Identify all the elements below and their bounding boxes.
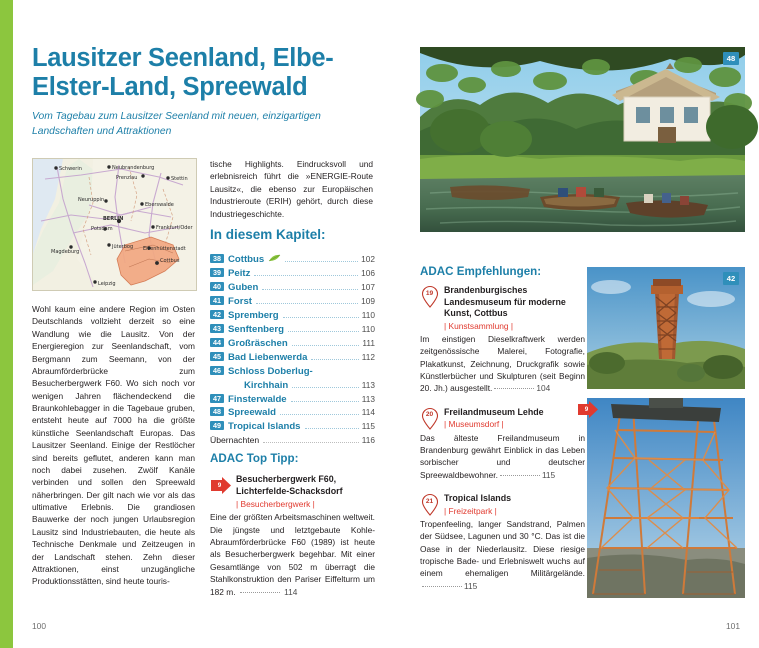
leader-dots bbox=[292, 344, 360, 346]
lookout-tower-photo bbox=[587, 267, 745, 389]
toc-entry-label: Spremberg bbox=[228, 309, 279, 321]
toc-entry-number: 41 bbox=[210, 296, 224, 305]
leader-dots bbox=[240, 591, 280, 593]
toc-entry-label: Guben bbox=[228, 281, 259, 293]
recommendation-description-text: Im einstigen Dieselkraftwerk werden zeitgenössische Malerei, Fotografie, Plakatkunst, Zeichnung, Druckgrafik sowie Künstlerbücher und Skulpturen (seit Beginn 20. Jh.) ausgestellt. bbox=[420, 333, 585, 394]
toc-entry-page: 113 bbox=[361, 393, 375, 404]
toc-entry[interactable] bbox=[210, 351, 375, 365]
toc-entry-label: Peitz bbox=[228, 267, 251, 279]
table-of-contents bbox=[210, 253, 375, 447]
recommendation-page-ref: 104 bbox=[536, 383, 551, 394]
leader-dots bbox=[292, 386, 359, 388]
toc-entry-label: Kirchhain bbox=[244, 379, 289, 391]
toc-entry-number: 45 bbox=[210, 352, 224, 361]
recommendation-title: Tropical Islands bbox=[444, 493, 512, 504]
svg-text:Jüterbog: Jüterbog bbox=[112, 244, 134, 250]
toc-entry-number: 48 bbox=[210, 407, 224, 416]
toc-entry-number: 40 bbox=[210, 282, 224, 291]
left-page-number: 100 bbox=[32, 621, 46, 631]
leader-dots bbox=[500, 474, 540, 476]
map-pin-icon bbox=[421, 286, 439, 308]
map-pin-icon bbox=[421, 408, 439, 430]
tip-title-line-1: Besucherbergwerk F60, bbox=[236, 474, 337, 484]
photo-badge-48: 48 bbox=[723, 52, 739, 65]
svg-text:Prenzlau: Prenzlau bbox=[116, 175, 138, 181]
toc-entry-label: Cottbus bbox=[228, 254, 265, 265]
f60-conveyor-bridge-photo bbox=[584, 398, 745, 598]
leader-dots bbox=[422, 585, 462, 587]
overview-map bbox=[32, 158, 197, 291]
leader-dots bbox=[285, 260, 358, 262]
toc-entry-page: 111 bbox=[362, 337, 375, 348]
toc-entry-page: 107 bbox=[361, 281, 375, 292]
tip-description bbox=[210, 511, 375, 598]
toc-entry[interactable] bbox=[210, 406, 375, 420]
toc-entry[interactable] bbox=[210, 393, 375, 407]
intro-body-column-1: Wohl kaum eine andere Region im Osten Deutschlands vollzieht derzeit so eine Wandlung wie die Lausitz. Von der Energieregion zur Seenlandschaft, vom Bergmann zum Seemann, von der Abraumförderbrücke zum Besucherbergwerk F60. Wo sich noch vor wenigen Jahren flächendeckend die Braunkohlebagger in die Tagebaue gruben, entsteht heute auf 7000 ha die größte künstliche Seenlandschaft Europas. Das Lausitzer Seenland. Einige der Restlöcher sind bereits geflutet, anderen kann man noch dabei zusehen. Zwölf Kanäle verbinden und sollen den Spreewald näherbringen. Der gilt nach wie vor als das ultimative Erlebnis. Die grandiosen Bauwerke der noch jungen Urlaubsregion Lausitz sind Industriebauten, die heute als Technische Denkmale und Zeitzeugen in der Landschaft stehen. Zehn dieser Attraktionen, einst unzugängliche Produktionsstätten, sind heute touris- bbox=[32, 304, 195, 587]
toc-entry-label: Übernachten bbox=[210, 435, 260, 446]
toc-entry-label: Großräschen bbox=[228, 337, 288, 349]
photo-badge-42: 42 bbox=[723, 272, 739, 285]
toc-entry-page: 113 bbox=[361, 379, 375, 390]
toc-entry[interactable] bbox=[210, 379, 375, 393]
left-page bbox=[13, 0, 386, 648]
tip-title-line-2: Lichterfelde-Schacksdorf bbox=[236, 485, 343, 496]
toc-entry-page: 109 bbox=[361, 295, 375, 306]
green-spine-bar bbox=[0, 0, 13, 648]
recommendation-title: Brandenburgisches Landesmuseum für moderne Kunst, Cottbus bbox=[444, 285, 566, 319]
toc-entry-page: 115 bbox=[361, 421, 375, 432]
toc-entry-number: 49 bbox=[210, 421, 224, 430]
toc-entry[interactable] bbox=[210, 337, 375, 351]
toc-entry-page: 110 bbox=[361, 323, 375, 334]
toc-entry-number: 46 bbox=[210, 366, 224, 375]
svg-text:Frankfurt/Oder: Frankfurt/Oder bbox=[156, 225, 193, 231]
toc-entry-number: 38 bbox=[210, 254, 224, 263]
recommendation-page-ref: 115 bbox=[464, 580, 478, 591]
leader-dots bbox=[291, 400, 359, 402]
photo-marker-number: 9 bbox=[584, 405, 589, 413]
page-title-line-2: Elster-Land, Spreewald bbox=[32, 73, 308, 102]
toc-entry[interactable] bbox=[210, 420, 375, 434]
svg-text:Eisenhüttenstadt: Eisenhüttenstadt bbox=[143, 246, 186, 252]
toc-entry-label: Schloss Doberlug- bbox=[228, 365, 313, 377]
toc-entry-uebernachten[interactable] bbox=[210, 434, 375, 447]
recommendation-item[interactable] bbox=[420, 285, 585, 395]
leader-dots bbox=[283, 316, 359, 318]
leader-dots bbox=[280, 413, 359, 415]
toc-entry-label: Spreewald bbox=[228, 407, 276, 419]
tip-category: | Besucherbergwerk | bbox=[236, 499, 315, 510]
leader-dots bbox=[262, 288, 358, 290]
recommendation-description-text: Das älteste Freilandmuseum in Brandenburg gewährt Einblick in das Leben sorbischer und deutscher Spreewaldbewohner. bbox=[420, 432, 585, 480]
map-pin-icon bbox=[421, 494, 439, 516]
right-page-number: 101 bbox=[726, 621, 740, 631]
leader-dots bbox=[254, 274, 358, 276]
toc-entry-label: Bad Liebenwerda bbox=[228, 351, 308, 363]
tip-marker-number: 9 bbox=[217, 481, 222, 489]
leaf-icon bbox=[268, 253, 281, 260]
leader-dots bbox=[311, 358, 358, 360]
adac-top-tipp-heading: ADAC Top Tipp: bbox=[210, 452, 299, 465]
chapter-contents-heading: In diesem Kapitel: bbox=[210, 227, 326, 242]
toc-entry[interactable] bbox=[210, 295, 375, 309]
toc-entry[interactable] bbox=[210, 281, 375, 295]
recommendation-category: | Freizeitpark | bbox=[444, 505, 497, 516]
adac-top-tipp-item[interactable] bbox=[210, 474, 375, 598]
page-subtitle: Vom Tagebau zum Lausitzer Seenland mit neuen, einzigartigen Landschaften und Attraktionen bbox=[32, 111, 321, 137]
tip-description-text: Eine der größten Arbeitsmaschinen weltweit. Die jüngste und letztgebaute Kohle-Abraumförderbrücke F60 (1989) ist heute als Besucherbergwerk begehbar. Mit einer Gesamtlänge von 502 m überragt die Stahlkonstruktion den Pariser Eiffelturm um 182 m. bbox=[210, 512, 375, 597]
recommendation-marker-number: 21 bbox=[425, 497, 434, 505]
recommendation-title: Freilandmuseum Lehde bbox=[444, 406, 544, 417]
svg-text:Magdeburg: Magdeburg bbox=[51, 249, 80, 255]
tip-title bbox=[236, 474, 375, 497]
svg-text:Eberswalde: Eberswalde bbox=[145, 202, 174, 208]
recommendation-category: | Museumsdorf | bbox=[444, 419, 504, 430]
tip-page-ref: 114 bbox=[284, 586, 298, 597]
leader-dots bbox=[317, 373, 372, 374]
recommendation-marker-number: 19 bbox=[425, 289, 434, 297]
toc-entry-page: 116 bbox=[361, 435, 375, 446]
svg-text:Stettin: Stettin bbox=[171, 176, 188, 182]
toc-entry-label: Forst bbox=[228, 295, 252, 307]
right-page bbox=[386, 0, 759, 648]
svg-text:BERLIN: BERLIN bbox=[103, 216, 124, 222]
leader-dots bbox=[263, 441, 359, 443]
recommendation-description-text: Tropenfeeling, langer Sandstrand, Palmen der Südsee, Lagunen und 30 °C. Das ist die Oase in der Niederlausitz. Diese riesige tropische Bade- und Erlebniswelt wuchs auf einem ehemaligen Militärgelände. bbox=[420, 518, 585, 579]
map-graphic bbox=[33, 159, 196, 290]
recommendation-page-ref: 115 bbox=[541, 469, 556, 480]
toc-entry-page: 106 bbox=[361, 267, 375, 278]
page-title-line-1: Lausitzer Seenland, Elbe- bbox=[32, 44, 334, 72]
recommendation-description bbox=[420, 432, 585, 482]
svg-text:Neubrandenburg: Neubrandenburg bbox=[112, 165, 155, 171]
recommendation-description bbox=[420, 333, 585, 395]
arrow-marker-icon bbox=[210, 476, 232, 495]
svg-text:Cottbus: Cottbus bbox=[160, 258, 180, 264]
toc-entry-label: Tropical Islands bbox=[228, 421, 301, 433]
toc-entry-number: 47 bbox=[210, 394, 224, 403]
toc-entry[interactable] bbox=[210, 309, 375, 323]
recommendation-marker-number: 20 bbox=[425, 411, 434, 419]
leader-dots bbox=[288, 330, 359, 332]
svg-text:Leipzig: Leipzig bbox=[98, 281, 116, 287]
svg-text:Neuruppin: Neuruppin bbox=[78, 197, 105, 203]
leader-dots bbox=[256, 302, 358, 304]
toc-entry-number: 39 bbox=[210, 268, 224, 277]
leader-dots bbox=[494, 387, 534, 389]
recommendation-category: | Kunstsammlung | bbox=[444, 320, 514, 331]
toc-entry-page: 102 bbox=[361, 254, 375, 264]
toc-entry[interactable] bbox=[210, 253, 375, 267]
recommendation-item[interactable] bbox=[420, 407, 585, 481]
toc-entry-page: 110 bbox=[361, 309, 375, 320]
spreewald-canal-photo bbox=[420, 47, 745, 232]
adac-empfehlungen-heading: ADAC Empfehlungen: bbox=[420, 265, 542, 278]
toc-entry-page: 112 bbox=[361, 351, 375, 362]
toc-entry[interactable] bbox=[210, 267, 375, 281]
toc-entry-page: 114 bbox=[361, 407, 375, 418]
arrow-marker-icon-photo bbox=[577, 400, 599, 419]
toc-entry[interactable] bbox=[210, 323, 375, 337]
svg-text:Schwerin: Schwerin bbox=[59, 166, 82, 172]
toc-entry[interactable] bbox=[210, 365, 375, 379]
recommendation-item[interactable] bbox=[420, 493, 585, 592]
intro-body-column-2: tische Highlights. Eindrucksvoll und erlebnisreich führt die »ENERGIE-Route Lausitz«, die ebenso zur Europäischen Industrieroute (ERIH) gehört, durch diese Industriegeschichte. bbox=[210, 159, 373, 219]
toc-entry-label: Senftenberg bbox=[228, 323, 284, 335]
toc-entry-label: Finsterwalde bbox=[228, 393, 287, 405]
page-title bbox=[32, 44, 372, 102]
toc-entry-number: 43 bbox=[210, 324, 224, 333]
recommendation-description bbox=[420, 518, 585, 592]
recommendation-list bbox=[420, 285, 585, 604]
leader-dots bbox=[305, 427, 359, 429]
toc-entry-number: 42 bbox=[210, 310, 224, 319]
two-page-spread bbox=[13, 0, 759, 648]
toc-entry-number: 44 bbox=[210, 338, 224, 347]
svg-text:Potsdam: Potsdam bbox=[91, 226, 113, 232]
